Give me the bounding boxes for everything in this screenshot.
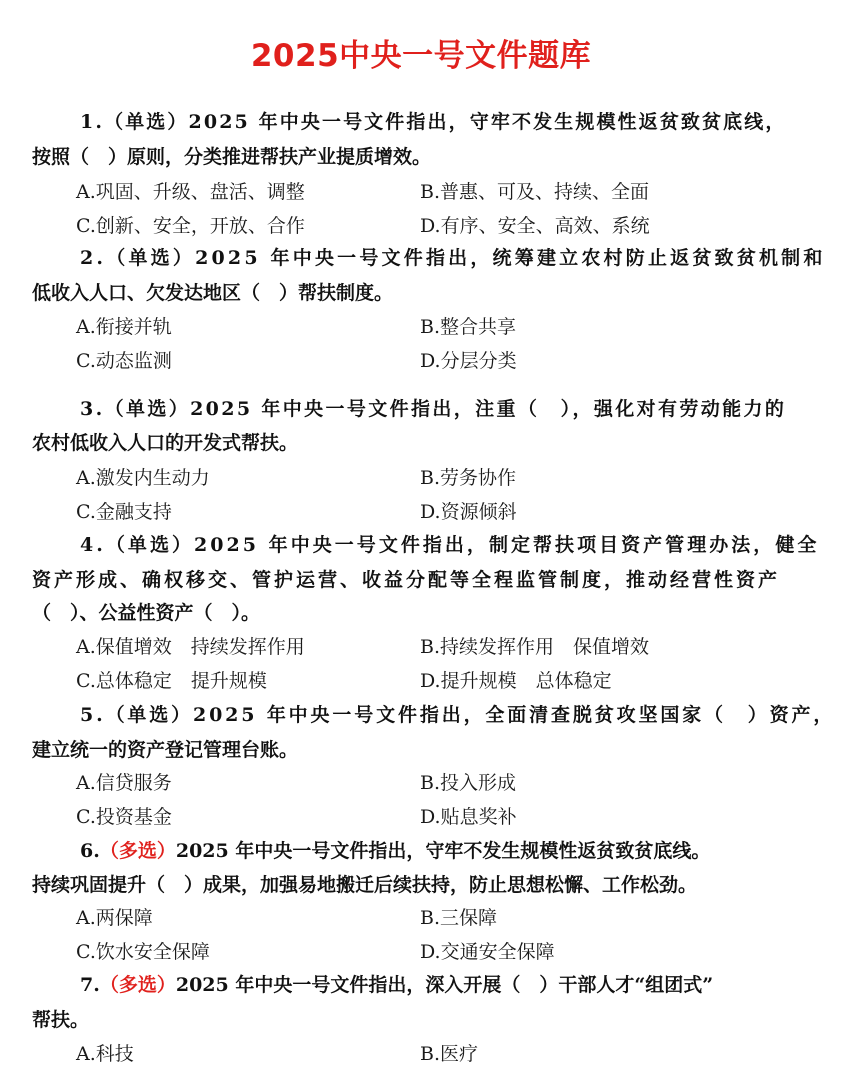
answer-option-d: D.贴息奖补 xyxy=(420,806,517,828)
question-text: 2025 年中央一号文件指出，深入开展（ ）干部人才“组团式” xyxy=(175,974,714,996)
question-type-tag: （单选） xyxy=(105,534,195,556)
question-stem-continued: 帮扶。 xyxy=(32,1009,90,1031)
answer-option-d: D.分层分类 xyxy=(420,350,517,372)
answer-option-d: D.提升规模 总体稳定 xyxy=(420,670,612,692)
question-type-tag: （单选） xyxy=(104,111,189,133)
question-stem xyxy=(80,244,826,272)
question-stem-continued: 按照（ ）原则，分类推进帮扶产业提质增效。 xyxy=(32,146,432,168)
question-number: 7. xyxy=(80,974,100,996)
question-text: 2025 年中央一号文件指出，制定帮扶项目资产管理办法，健全 xyxy=(194,534,820,556)
answer-option-c: C.创新、安全，开放、合作 xyxy=(76,215,305,237)
answer-option-a: A.巩固、升级、盘活、调整 xyxy=(76,181,305,203)
answer-option-b: B.三保障 xyxy=(420,907,498,929)
question-type-tag: （单选） xyxy=(106,247,196,269)
answer-option-d: D.有序、安全、高效、系统 xyxy=(420,215,650,237)
question-stem-continued: 农村低收入人口的开发式帮扶。 xyxy=(32,432,299,454)
question-stem-continued: 低收入人口、欠发达地区（ ）帮扶制度。 xyxy=(32,282,394,304)
question-number: 5. xyxy=(80,704,106,726)
question-type-tag: （单选） xyxy=(104,398,191,420)
answer-option-c: C.金融支持 xyxy=(76,501,172,523)
question-text: 2025 年中央一号文件指出，全面清查脱贫攻坚国家（ ）资产， xyxy=(193,704,836,726)
answer-option-a: A.衔接并轨 xyxy=(76,316,172,338)
answer-option-a: A.激发内生动力 xyxy=(76,467,210,489)
question-type-tag: （多选） xyxy=(99,974,176,996)
answer-option-d: D.交通安全保障 xyxy=(420,941,555,963)
question-type-tag: （单选） xyxy=(105,704,194,726)
answer-option-b: B.劳务协作 xyxy=(420,467,517,489)
question-stem xyxy=(80,531,819,559)
answer-option-c: C.总体稳定 提升规模 xyxy=(76,670,267,692)
answer-option-d: D.资源倾斜 xyxy=(420,501,517,523)
answer-option-a: A.信贷服务 xyxy=(76,772,172,794)
answer-option-b: B.持续发挥作用 保值增效 xyxy=(420,636,650,658)
question-stem xyxy=(80,395,786,423)
question-stem-continued: （ ）、公益性资产（ ）。 xyxy=(32,602,261,624)
question-stem xyxy=(80,108,786,136)
question-text: 2025 年中央一号文件指出，守牢不发生规模性返贫致贫底线。 xyxy=(175,840,711,862)
answer-option-c: C.动态监测 xyxy=(76,350,172,372)
question-number: 4. xyxy=(80,534,106,556)
answer-option-b: B.整合共享 xyxy=(420,316,517,338)
question-stem-continued: 建立统一的资产登记管理台账。 xyxy=(32,739,299,761)
question-number: 3. xyxy=(80,398,105,420)
question-number: 6. xyxy=(80,840,100,862)
question-stem xyxy=(80,971,713,999)
answer-option-c: C.饮水安全保障 xyxy=(76,941,210,963)
question-text: 2025 年中央一号文件指出，统筹建立农村防止返贫致贫机制和 xyxy=(195,247,826,269)
question-stem xyxy=(80,701,835,729)
answer-option-b: B.医疗 xyxy=(420,1043,479,1065)
answer-option-a: A.科技 xyxy=(76,1043,134,1065)
answer-option-a: A.两保障 xyxy=(76,907,153,929)
answer-option-b: B.投入形成 xyxy=(420,772,517,794)
answer-option-a: A.保值增效 持续发挥作用 xyxy=(76,636,305,658)
question-stem-continued: 持续巩固提升（ ）成果，加强易地搬迁后续扶持，防止思想松懈、工作松劲。 xyxy=(32,874,698,896)
question-number: 2. xyxy=(80,247,107,269)
question-text: 2025 年中央一号文件指出，注重（ ），强化对有劳动能力的 xyxy=(190,398,787,420)
answer-option-b: B.普惠、可及、持续、全面 xyxy=(420,181,650,203)
question-type-tag: （多选） xyxy=(99,840,176,862)
question-text: 2025 年中央一号文件指出，守牢不发生规模性返贫致贫底线， xyxy=(188,111,787,133)
question-stem-continued: 资产形成、确权移交、管护运营、收益分配等全程监管制度，推动经营性资产 xyxy=(32,569,781,591)
page-title: 2025中央一号文件题库 xyxy=(250,38,592,74)
question-number: 1. xyxy=(80,111,105,133)
question-stem xyxy=(80,837,710,865)
answer-option-c: C.投资基金 xyxy=(76,806,172,828)
